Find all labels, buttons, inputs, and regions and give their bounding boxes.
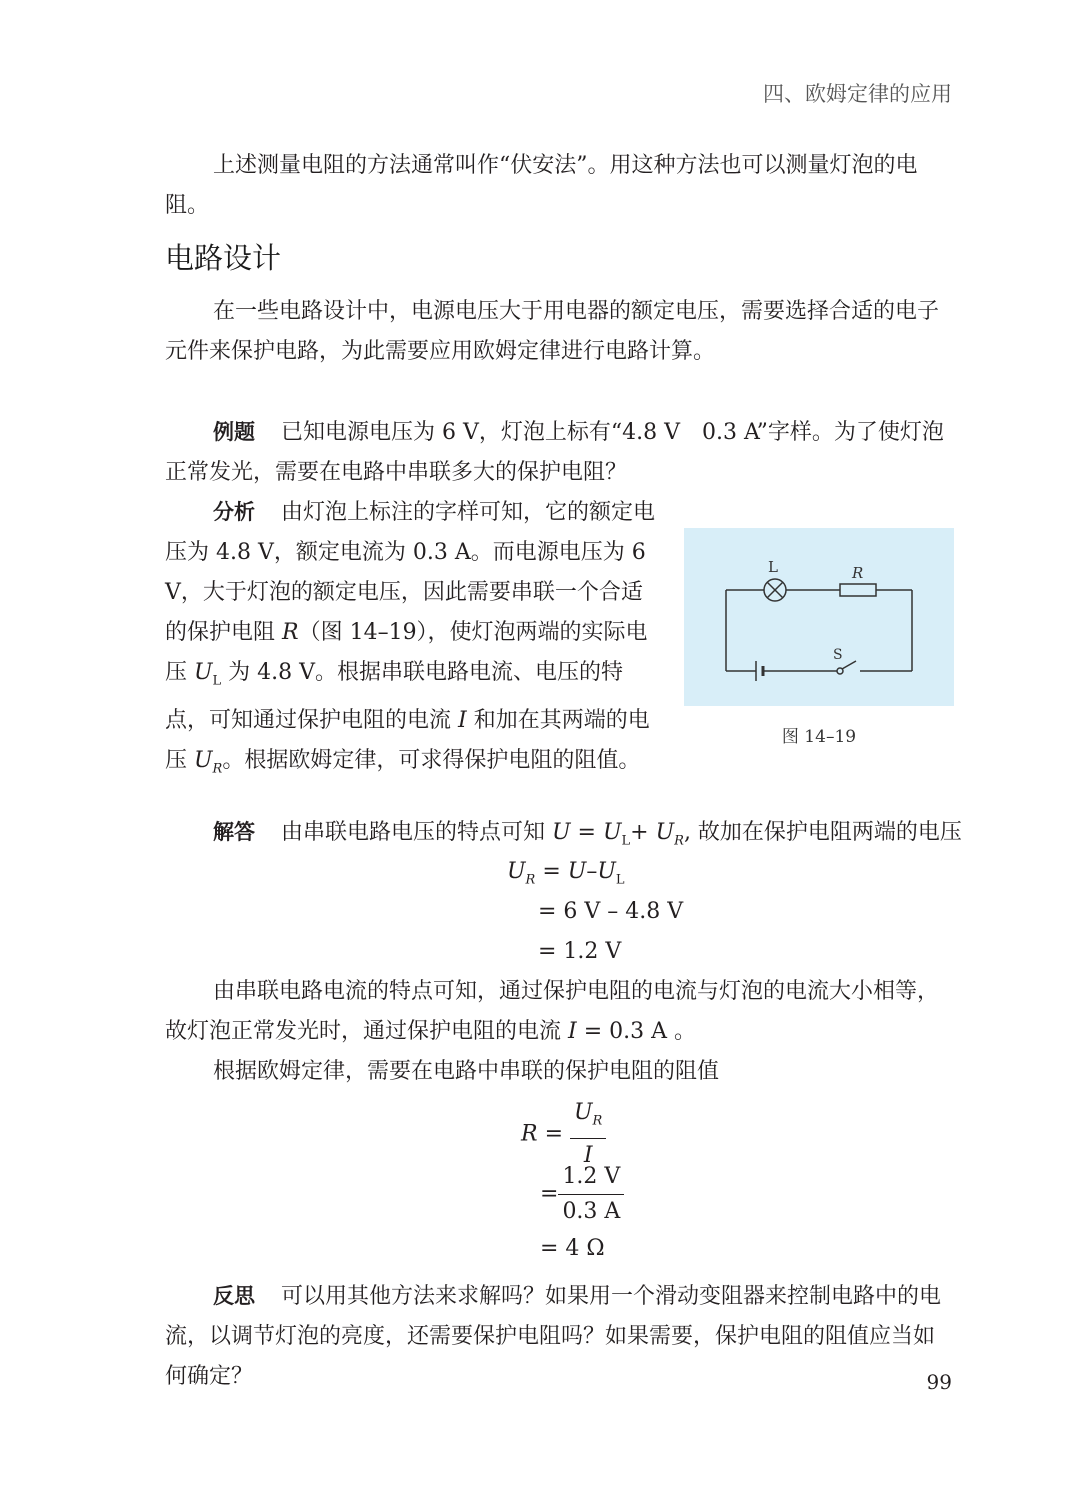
equals-sign: = xyxy=(570,820,603,845)
equals-sign: = xyxy=(540,1181,559,1207)
section-title: 电路设计 xyxy=(165,241,282,275)
analysis-text-3: 为 4.8 V。根据串联电路电流、电压的特点，可知通过保护电阻的电流 xyxy=(165,660,624,734)
subscript-R: R xyxy=(212,761,223,777)
equation-r-values xyxy=(540,1162,624,1227)
analysis-text-2: （图 14–19），使灯泡两端的实际电压 xyxy=(165,620,648,685)
analysis-text-5: 。根据欧姆定律，可求得保护电阻的阻值。 xyxy=(222,748,641,774)
intro-paragraph xyxy=(165,146,955,226)
subscript-L: L xyxy=(212,673,222,689)
fraction-numerator xyxy=(570,1098,606,1139)
section-paragraph xyxy=(165,292,955,372)
section-text: 在一些电路设计中，电源电压大于用电器的额定电压，需要选择合适的电子元件来保护电路，为此需要应用欧姆定律进行电路计算。 xyxy=(165,299,940,364)
fraction-values xyxy=(558,1162,624,1227)
resistor-label: R xyxy=(852,564,864,582)
fraction-denominator: 0.3 A xyxy=(562,1199,621,1224)
symbol-U: U xyxy=(597,859,616,884)
fraction-numerator: 1.2 V xyxy=(558,1162,624,1195)
intro-text: 上述测量电阻的方法通常叫作“伏安法”。用这种方法也可以测量灯泡的电阻。 xyxy=(165,153,918,218)
symbol-U: U xyxy=(574,1100,593,1125)
analysis-label: 分析 xyxy=(213,500,255,524)
equals-sign: = xyxy=(535,859,568,884)
reflection-paragraph xyxy=(165,1276,955,1397)
symbol-U: U xyxy=(507,859,526,884)
analysis-text-4: 和加在其两端的电压 xyxy=(165,708,650,774)
reflection-label: 反思 xyxy=(213,1284,255,1308)
symbol-I: I xyxy=(568,1019,577,1044)
subscript-L: L xyxy=(615,872,625,888)
analysis-text-1: 由灯泡上标注的字样可知，它的额定电压为 4.8 V，额定电流为 0.3 A。而电源电压为 6 V，大于灯泡的额定电压，因此需要串联一个合适的保护电阻 xyxy=(165,500,656,645)
symbol-U: U xyxy=(655,820,675,845)
subscript-R: R xyxy=(592,1113,603,1129)
circuit-diagram xyxy=(684,528,954,706)
example-paragraph xyxy=(165,412,955,493)
solution-label: 解答 xyxy=(213,820,255,844)
running-header: 四、欧姆定律的应用 xyxy=(763,82,952,106)
symbol-U: U xyxy=(194,660,213,685)
resistor-symbol xyxy=(840,584,876,596)
plus-sign: + xyxy=(630,820,656,845)
circuit-figure xyxy=(684,528,954,706)
switch-label: S xyxy=(833,647,843,663)
ohm-text: 根据欧姆定律，需要在电路中串联的保护电阻的阻值 xyxy=(213,1059,720,1084)
symbol-R: R xyxy=(282,620,299,645)
symbol-U: U xyxy=(602,820,622,845)
symbol-U: U xyxy=(567,859,587,884)
ohm-paragraph xyxy=(165,1052,955,1092)
analysis-paragraph xyxy=(165,492,657,790)
subscript-R: R xyxy=(674,833,684,849)
solution-text-2: , 故加在保护电阻两端的电压 xyxy=(683,820,962,845)
minus-sign: – xyxy=(586,859,598,884)
current-text-2: = 0.3 A 。 xyxy=(576,1019,696,1044)
fraction-ur-over-i xyxy=(570,1098,606,1171)
equation-r-fraction xyxy=(521,1098,606,1171)
current-text-1: 由串联电路电流的特点可知，通过保护电阻的电流与灯泡的电流大小相等，故灯泡正常发光时，通过保护电阻的电流 xyxy=(165,979,940,1044)
solution-text-1: 由串联电路电压的特点可知 xyxy=(281,820,552,845)
subscript-L: L xyxy=(621,833,631,849)
page-number: 99 xyxy=(926,1370,952,1394)
example-label: 例题 xyxy=(213,420,255,444)
equation-step-3: = 1.2 V xyxy=(538,939,622,964)
equation-step-2: = 6 V – 4.8 V xyxy=(538,899,684,924)
figure-caption: 图 14–19 xyxy=(781,727,857,747)
symbol-U: U xyxy=(552,820,571,845)
lamp-label: L xyxy=(768,558,778,576)
subscript-R: R xyxy=(525,872,536,888)
symbol-I: I xyxy=(458,708,467,734)
fraction-denominator: I xyxy=(583,1143,593,1169)
equation-result: = 4 Ω xyxy=(540,1236,605,1261)
symbol-R: R xyxy=(521,1121,538,1147)
switch-lever xyxy=(842,661,856,669)
reflection-text: 可以用其他方法来求解吗？如果用一个滑动变阻器来控制电路中的电流，以调节灯泡的亮度，还需要保护电阻吗？如果需要，保护电阻的阻值应当如何确定？ xyxy=(165,1284,942,1389)
symbol-U: U xyxy=(194,748,213,774)
equals-sign: = xyxy=(537,1121,570,1147)
example-text: 已知电源电压为 6 V，灯泡上标有“4.8 V 0.3 A”字样。为了使灯泡正常发光，需要在电路中串联多大的保护电阻？ xyxy=(165,420,944,485)
current-paragraph xyxy=(165,972,955,1052)
